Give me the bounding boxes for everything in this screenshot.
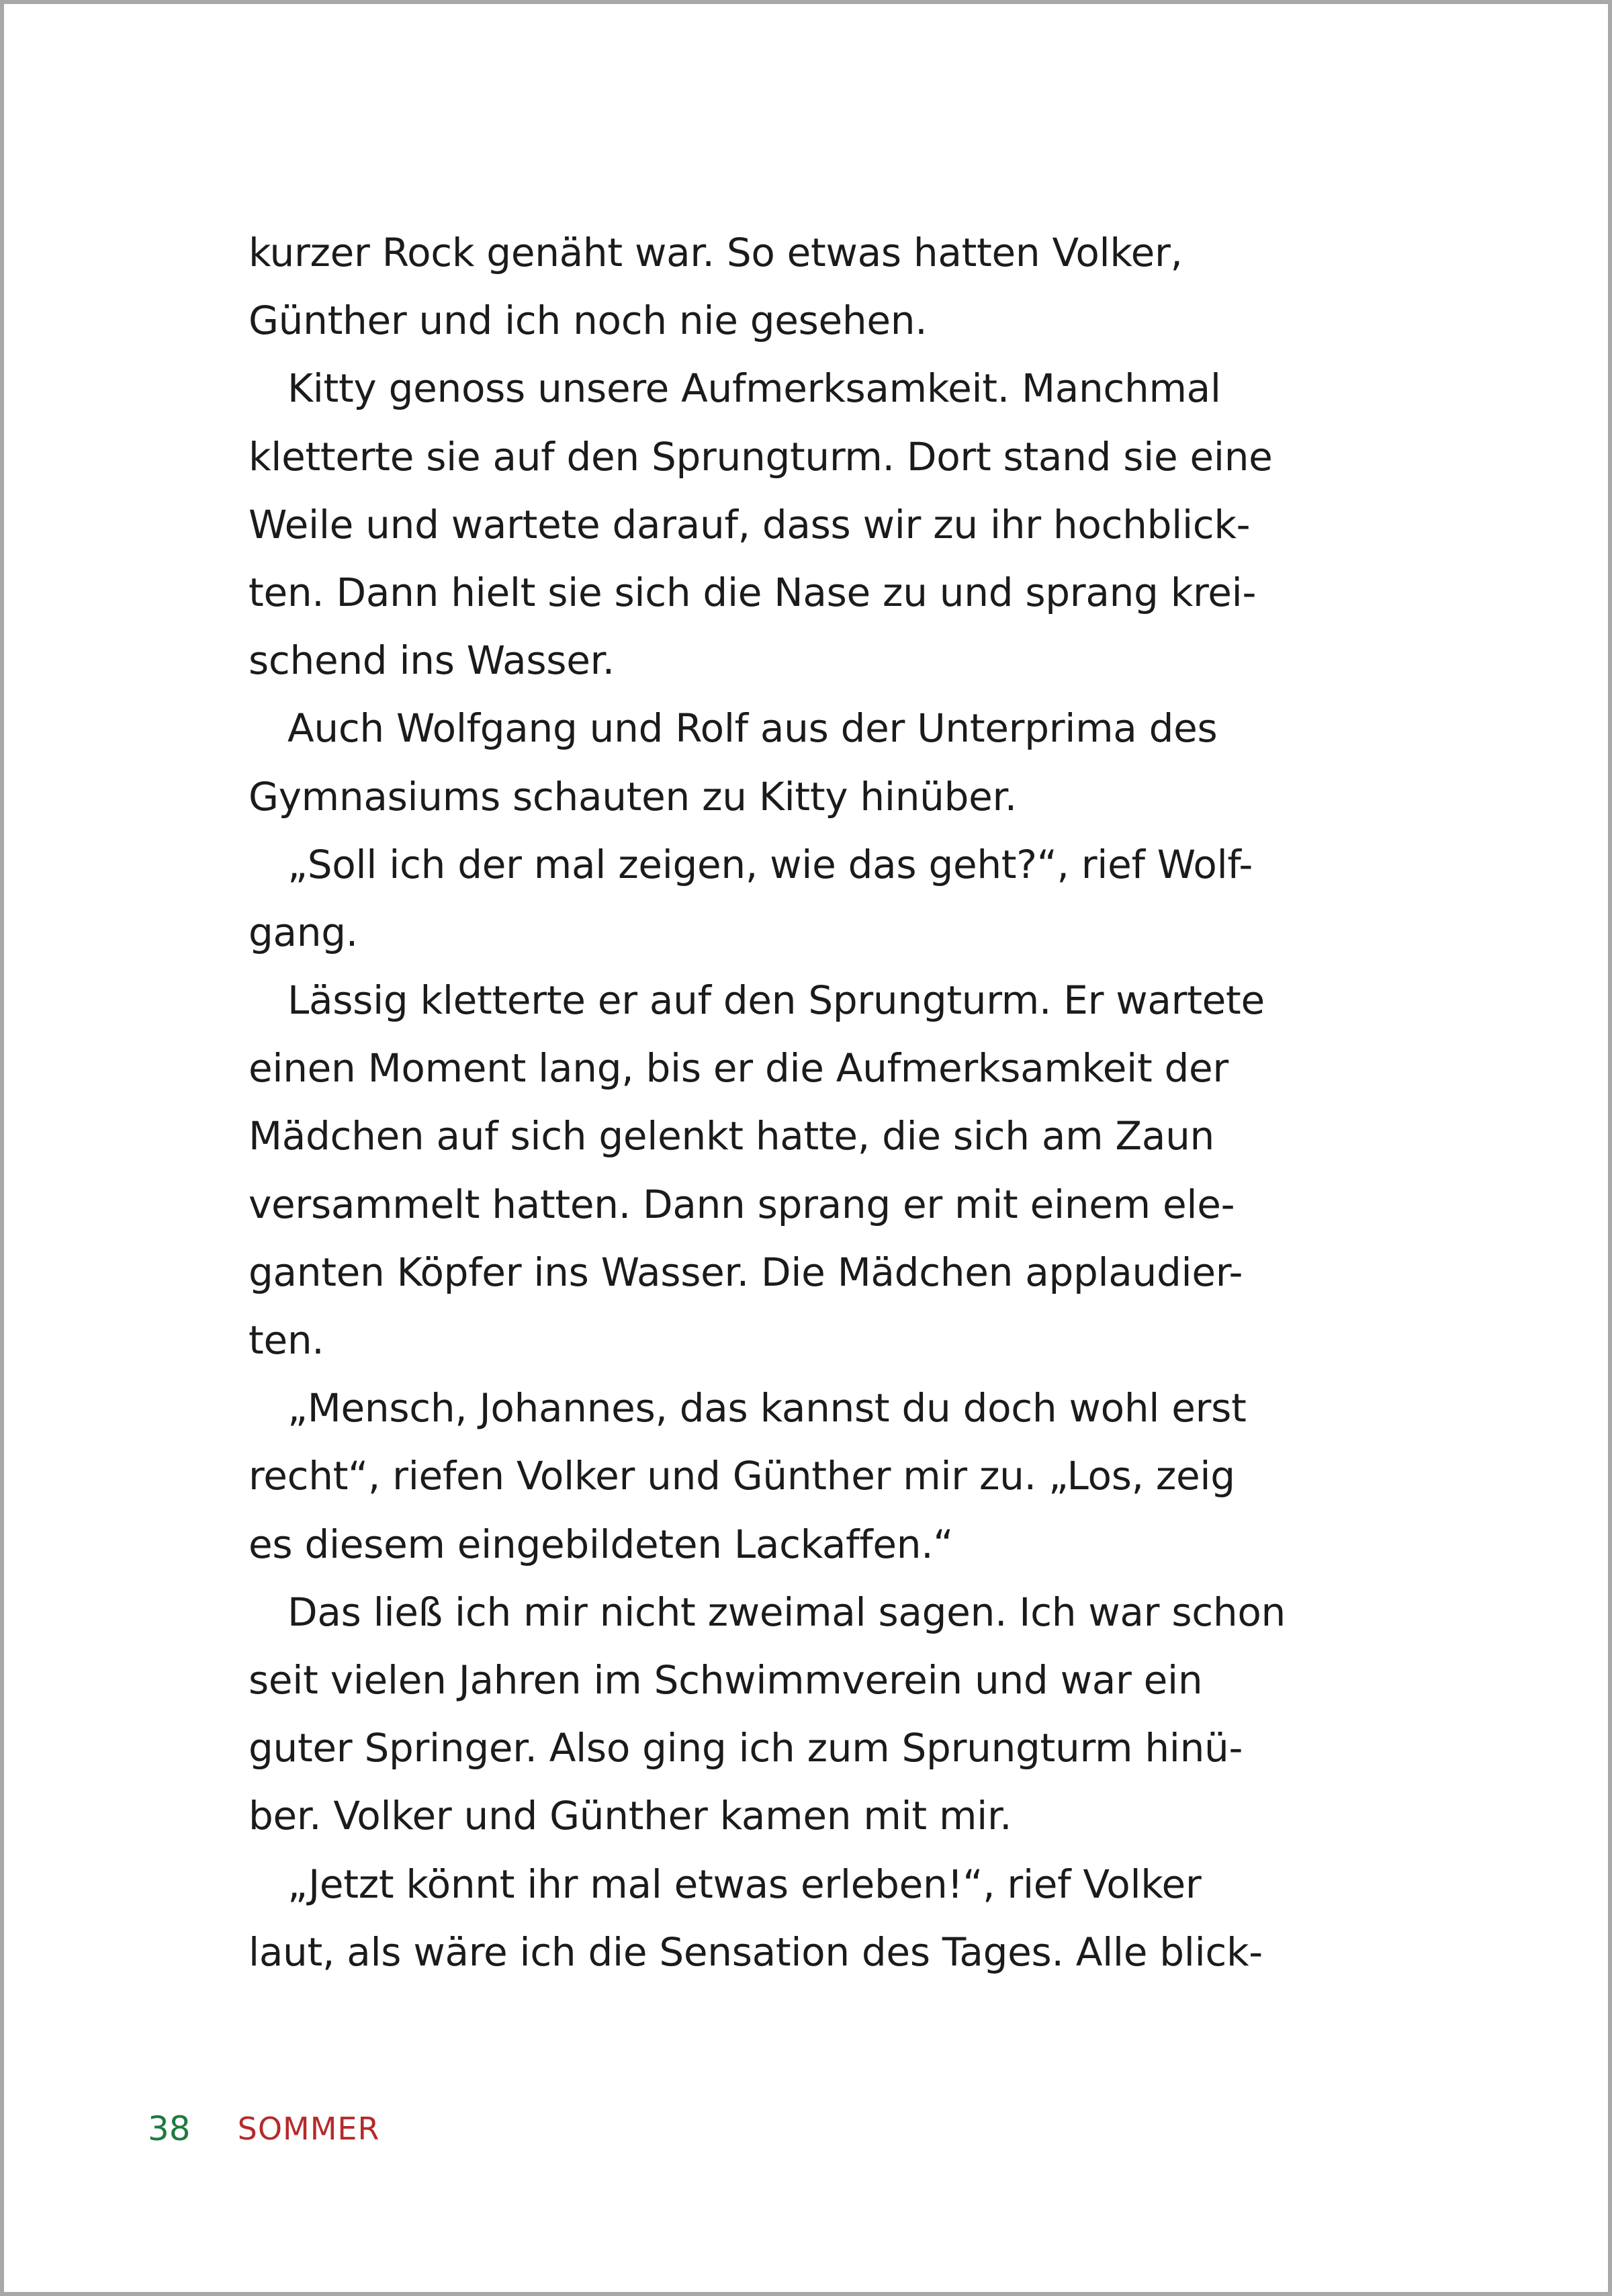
text-line: ber. Volker und Günther kamen mit mir.: [249, 1793, 1012, 1839]
text-line: Das ließ ich mir nicht zweimal sagen. Ich war schon: [287, 1589, 1286, 1635]
text-line: Lässig kletterte er auf den Sprungturm. Er wartete: [287, 977, 1265, 1024]
text-line: „Mensch, Johannes, das kannst du doch wohl erst: [287, 1385, 1247, 1431]
page-number: 38: [148, 2109, 191, 2149]
text-line: „Soll ich der mal zeigen, wie das geht?“, rief Wolf-: [287, 841, 1253, 887]
text-line: ganten Köpfer ins Wasser. Die Mädchen applaudier-: [249, 1249, 1243, 1295]
text-line: „Jetzt könnt ihr mal etwas erleben!“, rief Volker: [287, 1861, 1202, 1907]
text-line: Gymnasiums schauten zu Kitty hinüber.: [249, 773, 1017, 820]
text-line: schend ins Wasser.: [249, 637, 615, 684]
text-line: Günther und ich noch nie gesehen.: [249, 298, 928, 344]
text-line: recht“, riefen Volker und Günther mir zu. „Los, zeig: [249, 1453, 1235, 1499]
text-line: Mädchen auf sich gelenkt hatte, die sich am Zaun: [249, 1113, 1215, 1159]
text-line: einen Moment lang, bis er die Aufmerksamkeit der: [249, 1045, 1228, 1092]
text-line: Weile und wartete darauf, dass wir zu ihr hochblick-: [249, 501, 1251, 547]
page-footer: [148, 2105, 379, 2152]
text-line: laut, als wäre ich die Sensation des Tages. Alle blick-: [249, 1929, 1263, 1975]
text-line: guter Springer. Also ging ich zum Sprungturm hinü-: [249, 1725, 1243, 1771]
text-line: kletterte sie auf den Sprungturm. Dort stand sie eine: [249, 433, 1273, 480]
text-line: ten. Dann hielt sie sich die Nase zu und sprang krei-: [249, 569, 1257, 615]
text-line: ten.: [249, 1317, 324, 1363]
body-text: [249, 219, 1377, 1986]
text-line: Auch Wolfgang und Rolf aus der Unterprima des: [287, 705, 1218, 752]
text-line: gang.: [249, 909, 358, 955]
text-line: seit vielen Jahren im Schwimmverein und war ein: [249, 1657, 1203, 1703]
text-line: Kitty genoss unsere Aufmerksamkeit. Manchmal: [287, 365, 1221, 412]
text-line: kurzer Rock genäht war. So etwas hatten Volker,: [249, 230, 1183, 275]
text-line: versammelt hatten. Dann sprang er mit einem ele-: [249, 1181, 1235, 1227]
text-line: es diesem eingebildeten Lackaffen.“: [249, 1521, 954, 1567]
section-label: SOMMER: [237, 2111, 380, 2148]
